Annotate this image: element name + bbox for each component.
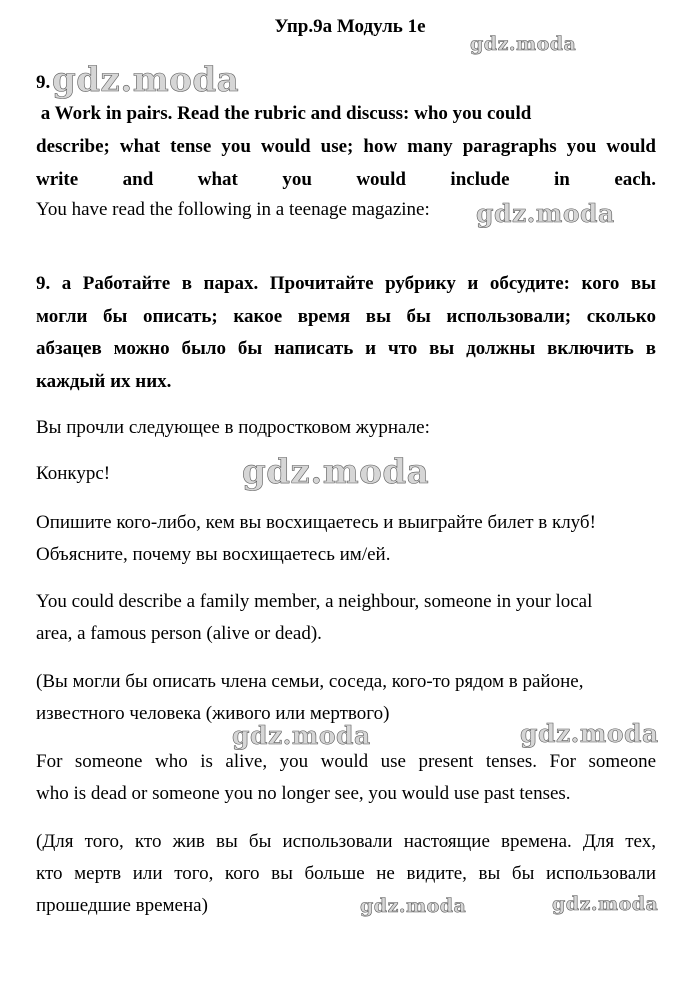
ru-tense [36,826,659,922]
ru-task [36,268,656,398]
en-tense [36,746,656,810]
en-intro: You have read the following in a teenage magazine: [36,199,430,220]
ru-tense-line: (Для того, кто жив вы бы использовали настоящие времена. Для тех, [36,831,656,852]
ru-task-line: абзацев можно было бы написать и что вы должны включить в [36,338,656,359]
ru-prompt-line: Опишите кого-либо, кем вы восхищаетесь и выиграйте билет в клуб! [36,512,596,533]
contest-heading: Конкурс! [36,463,111,484]
en-task-line: a Work in pairs. Read the rubric and discuss: who you could [36,103,532,124]
en-tense-line: who is dead or someone you no longer see, you would use past tenses. [36,783,571,804]
watermark-logo: gdz.moda [232,721,371,750]
en-describe [36,586,656,650]
exercise-number: 9. [36,72,51,93]
ru-task-line: 9. а Работайте в парах. Прочитайте рубрику и обсудите: кого вы [36,273,656,294]
ru-describe-line: (Вы могли бы описать члена семьи, соседа, кого-то рядом в районе, [36,671,584,692]
watermark-logo: gdz.moda [476,199,615,228]
ru-describe [36,666,656,730]
watermark-logo: gdz.moda [552,893,659,915]
en-task-line: write and what you would include in each. [36,169,656,190]
en-tense-line: For someone who is alive, you would use present tenses. For someone [36,751,656,772]
ru-task-line: каждый их них. [36,370,172,392]
ru-task-line: могли бы описать; какое время вы бы использовали; сколько [36,305,656,327]
watermark-logo: gdz.moda [242,452,430,492]
watermark-logo: gdz.moda [520,719,659,748]
watermark-logo: gdz.moda [470,33,577,55]
watermark-logo: gdz.moda [52,60,240,100]
en-task [36,97,656,196]
en-task-line: describe; what tense you would use; how many paragraphs you would [36,136,656,157]
ru-prompt [36,507,656,571]
ru-tense-line: прошедшие времена) [36,895,208,916]
ru-describe-line: известного человека (живого или мертвого) [36,703,390,724]
ru-tense-line: кто мертв или того, кого вы больше не видите, вы бы использовали [36,863,656,884]
ru-intro: Вы прочли следующее в подростковом журнале: [36,417,430,438]
en-describe-line: You could describe a family member, a neighbour, someone in your local [36,591,593,612]
watermark-logo: gdz.moda [360,895,467,917]
ru-prompt-line: Объясните, почему вы восхищаетесь им/ей. [36,544,391,565]
en-describe-line: area, a famous person (alive or dead). [36,623,322,644]
page-title: Упр.9а Модуль 1е [274,16,426,37]
